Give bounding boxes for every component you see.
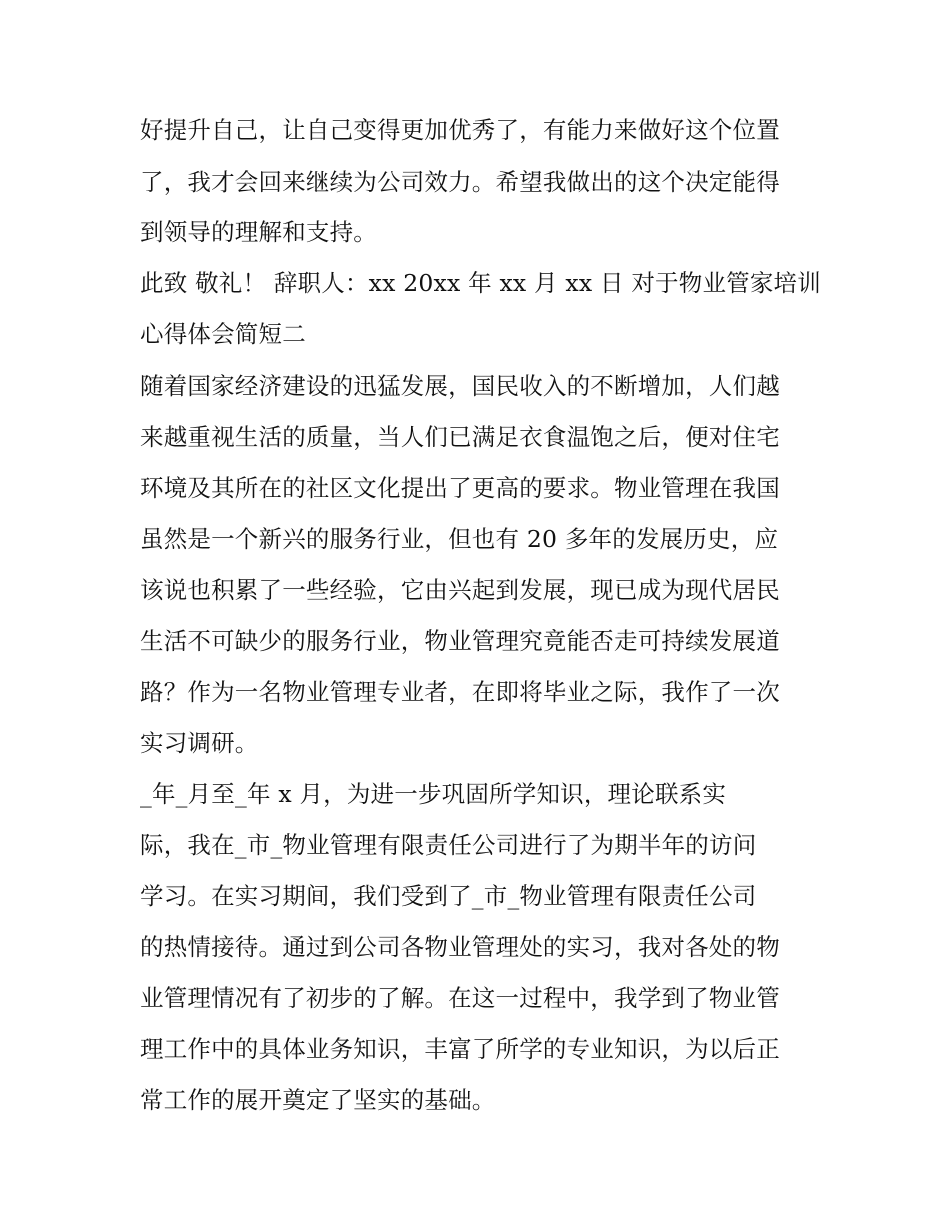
text-line: 理工作中的具体业务知识，丰富了所学的专业知识，为以后正 — [140, 1035, 780, 1063]
text-line: 实习调研。 — [140, 729, 259, 757]
text-line: 业管理情况有了初步的了解。在这一过程中，我学到了物业管 — [140, 984, 780, 1012]
text-line: 环境及其所在的社区文化提出了更高的要求。物业管理在我国 — [140, 474, 780, 502]
text-line: 了，我才会回来继续为公司效力。希望我做出的这个决定能得 — [140, 168, 780, 196]
text-line: 际，我在_市_物业管理有限责任公司进行了为期半年的访问 — [140, 831, 757, 859]
text-line: 路？作为一名物业管理专业者，在即将毕业之际，我作了一次 — [140, 678, 780, 706]
text-line: 来越重视生活的质量，当人们已满足衣食温饱之后，便对住宅 — [140, 423, 780, 451]
closing-line: 此致 敬礼！ 辞职人：xx 20xx 年 xx 月 xx 日 对于物业管家培训 — [140, 269, 821, 297]
text-line: 的热情接待。通过到公司各物业管理处的实习，我对各处的物 — [140, 933, 780, 961]
section-title: 心得体会简短二 — [140, 320, 306, 348]
text-line: 好提升自己，让自己变得更加优秀了，有能力来做好这个位置 — [140, 116, 780, 144]
text-line: 常工作的展开奠定了坚实的基础。 — [140, 1086, 496, 1114]
text-line: 生活不可缺少的服务行业，物业管理究竟能否走可持续发展道 — [140, 627, 780, 655]
text-line: _年_月至_年 x 月，为进一步巩固所学知识，理论联系实 — [140, 780, 727, 808]
text-line: 到领导的理解和支持。 — [140, 218, 377, 246]
text-line: 该说也积累了一些经验，它由兴起到发展，现已成为现代居民 — [140, 576, 780, 604]
text-line: 随着国家经济建设的迅猛发展，国民收入的不断增加，人们越 — [140, 372, 780, 400]
text-line: 虽然是一个新兴的服务行业，但也有 20 多年的发展历史，应 — [140, 525, 779, 553]
text-line: 学习。在实习期间，我们受到了_市_物业管理有限责任公司 — [140, 882, 757, 910]
